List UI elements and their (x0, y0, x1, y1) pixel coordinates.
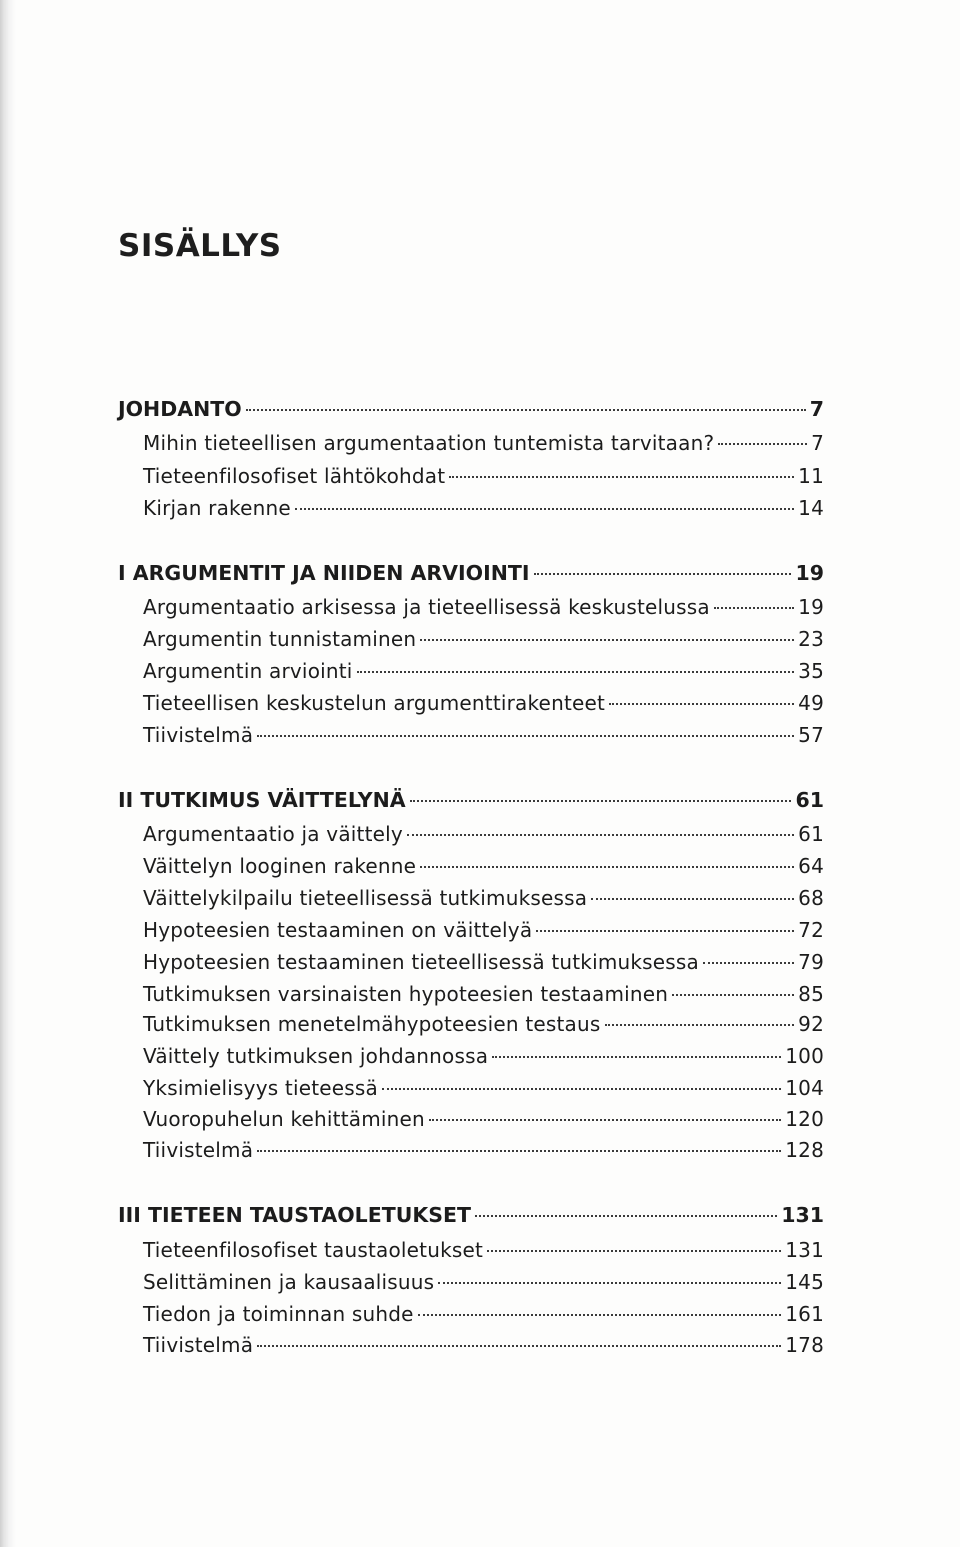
entry-title: Tiedon ja toiminnan suhde (143, 1302, 414, 1326)
entry-page-number: 120 (785, 1107, 824, 1131)
dot-leader (714, 607, 794, 609)
toc-chapter-johdanto (118, 393, 824, 425)
entry-page-number: 64 (798, 854, 824, 878)
entry-page-number: 145 (785, 1270, 824, 1294)
toc-entry (143, 1008, 824, 1040)
chapter-title: I ARGUMENTIT JA NIIDEN ARVIOINTI (118, 561, 530, 585)
dot-leader (438, 1282, 781, 1284)
chapter-page-number: 131 (781, 1203, 824, 1227)
dot-leader (357, 671, 795, 673)
entry-page-number: 128 (785, 1138, 824, 1162)
entry-page-number: 178 (785, 1333, 824, 1357)
dot-leader (420, 866, 794, 868)
chapter-title: JOHDANTO (118, 397, 242, 421)
dot-leader (295, 508, 794, 510)
dot-leader (591, 898, 794, 900)
toc-entry (143, 492, 824, 524)
entry-title: Tutkimuksen menetelmähypoteesien testaus (143, 1012, 601, 1036)
entry-page-number: 14 (798, 496, 824, 520)
entry-page-number: 161 (785, 1302, 824, 1326)
dot-leader (410, 800, 792, 802)
entry-page-number: 85 (798, 982, 824, 1006)
entry-page-number: 57 (798, 723, 824, 747)
entry-page-number: 92 (798, 1012, 824, 1036)
dot-leader (492, 1056, 781, 1058)
toc-entry (143, 623, 824, 655)
toc-entry (143, 460, 824, 492)
dot-leader (418, 1314, 782, 1316)
dot-leader (246, 409, 806, 411)
page-spine-edge (0, 0, 16, 1547)
entry-title: Tiivistelmä (143, 1138, 254, 1162)
toc-entry (143, 978, 824, 1010)
dot-leader (536, 930, 794, 932)
dot-leader (257, 1345, 781, 1347)
entry-page-number: 79 (798, 950, 824, 974)
entry-title: Tieteenfilosofiset taustaoletukset (143, 1238, 484, 1262)
dot-leader (609, 703, 794, 705)
entry-title: Kirjan rakenne (143, 496, 291, 520)
entry-page-number: 72 (798, 918, 824, 942)
toc-entry (143, 1103, 824, 1135)
dot-leader (475, 1215, 777, 1217)
entry-title: Tiivistelmä (143, 723, 254, 747)
dot-leader (257, 735, 794, 737)
dot-leader (420, 639, 794, 641)
toc-entry (143, 850, 824, 882)
entry-page-number: 35 (798, 659, 824, 683)
entry-title: Väittelyn looginen rakenne (143, 854, 417, 878)
toc-entry (143, 1040, 824, 1072)
toc-entry (143, 818, 824, 850)
page-title: SISÄLLYS (118, 228, 282, 264)
entry-title: Tieteellisen keskustelun argumenttirakenteet (143, 691, 606, 715)
entry-title: Mihin tieteellisen argumentaation tuntemista tarvitaan? (143, 431, 715, 455)
entry-title: Hypoteesien testaaminen tieteellisessä tutkimuksessa (143, 950, 700, 974)
toc-entry (143, 427, 824, 459)
toc-entry (143, 687, 824, 719)
toc-entry (143, 946, 824, 978)
entry-title: Yksimielisyys tieteessä (143, 1076, 378, 1100)
entry-title: Argumentin arviointi (143, 659, 353, 683)
entry-page-number: 19 (798, 595, 824, 619)
entry-title: Selittäminen ja kausaalisuus (143, 1270, 435, 1294)
entry-title: Argumentaatio arkisessa ja tieteellisessä keskustelussa (143, 595, 710, 619)
entry-page-number: 104 (785, 1076, 824, 1100)
entry-page-number: 49 (798, 691, 824, 715)
entry-page-number: 7 (811, 431, 824, 455)
chapter-page-number: 7 (809, 397, 824, 421)
entry-title: Argumentin tunnistaminen (143, 627, 417, 651)
dot-leader (449, 476, 794, 478)
entry-page-number: 61 (798, 822, 824, 846)
dot-leader (382, 1088, 781, 1090)
chapter-page-number: 61 (795, 788, 824, 812)
chapter-title: II TUTKIMUS VÄITTELYNÄ (118, 788, 406, 812)
dot-leader (429, 1119, 781, 1121)
toc-chapter-taustaoletukset (118, 1199, 824, 1231)
entry-page-number: 68 (798, 886, 824, 910)
entry-page-number: 100 (785, 1044, 824, 1068)
dot-leader (703, 962, 794, 964)
toc-entry (143, 1234, 824, 1266)
entry-title: Hypoteesien testaaminen on väittelyä (143, 918, 533, 942)
dot-leader (534, 573, 792, 575)
dot-leader (487, 1250, 781, 1252)
entry-title: Tutkimuksen varsinaisten hypoteesien testaaminen (143, 982, 669, 1006)
entry-page-number: 11 (798, 464, 824, 488)
entry-title: Väittely tutkimuksen johdannossa (143, 1044, 489, 1068)
entry-title: Vuoropuhelun kehittäminen (143, 1107, 425, 1131)
dot-leader (605, 1024, 795, 1026)
toc-entry (143, 882, 824, 914)
toc-entry (143, 655, 824, 687)
toc-entry (143, 1134, 824, 1166)
chapter-title: III TIETEEN TAUSTAOLETUKSET (118, 1203, 471, 1227)
entry-title: Tiivistelmä (143, 1333, 254, 1357)
entry-title: Tieteenfilosofiset lähtökohdat (143, 464, 446, 488)
entry-page-number: 131 (785, 1238, 824, 1262)
entry-title: Argumentaatio ja väittely (143, 822, 403, 846)
toc-chapter-tutkimus (118, 784, 824, 816)
dot-leader (257, 1150, 781, 1152)
dot-leader (407, 834, 794, 836)
chapter-page-number: 19 (795, 561, 824, 585)
dot-leader (672, 994, 794, 996)
toc-entry (143, 1298, 824, 1330)
toc-entry (143, 914, 824, 946)
dot-leader (718, 443, 807, 445)
toc-entry (143, 719, 824, 751)
toc-entry (143, 1072, 824, 1104)
toc-entry (143, 591, 824, 623)
toc-entry (143, 1266, 824, 1298)
toc-chapter-argumentit (118, 557, 824, 589)
entry-page-number: 23 (798, 627, 824, 651)
toc-entry (143, 1329, 824, 1361)
entry-title: Väittelykilpailu tieteellisessä tutkimuksessa (143, 886, 588, 910)
